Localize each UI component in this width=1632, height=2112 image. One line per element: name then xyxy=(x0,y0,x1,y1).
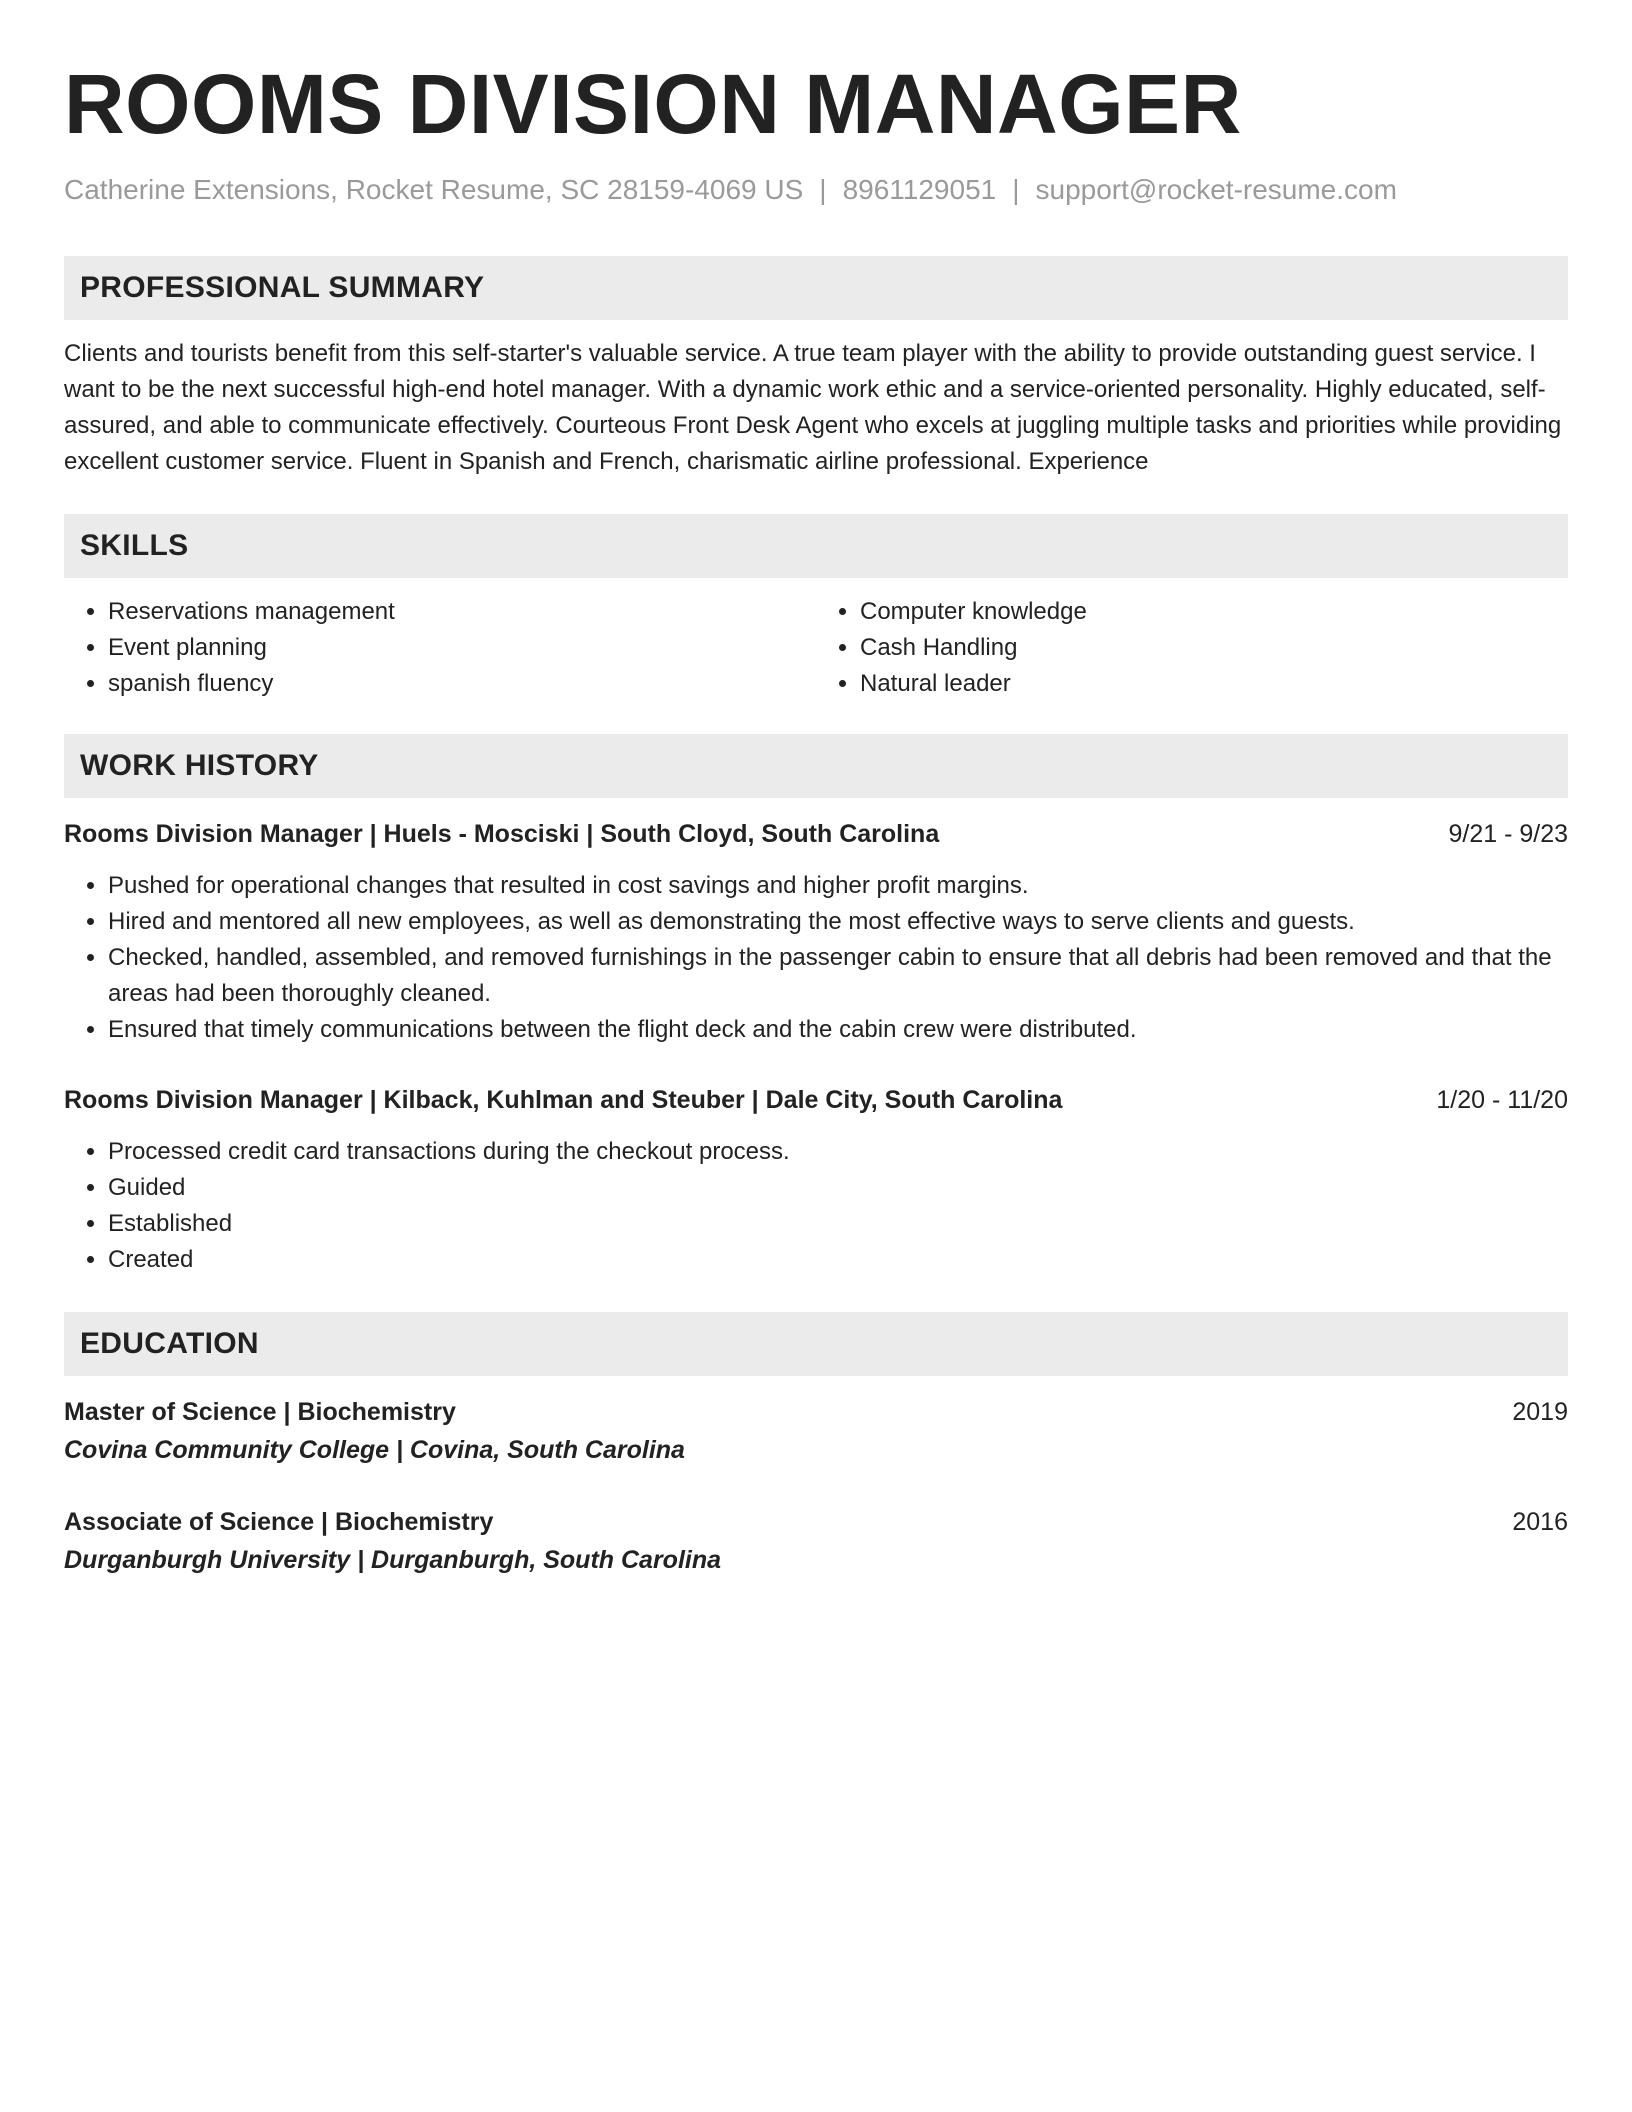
skills-column-left xyxy=(64,594,816,702)
contact-phone: 8961129051 xyxy=(842,174,997,205)
job-bullet: • Hired and mentored all new employees, as well as demonstrating the most effective ways to serve clients and guests. xyxy=(108,904,1568,940)
skill-item: • Event planning xyxy=(108,630,816,666)
job-bullet: • Ensured that timely communications between the flight deck and the cabin crew were distributed. xyxy=(108,1012,1568,1048)
job-bullet: • Processed credit card transactions during the checkout process. xyxy=(108,1134,1568,1170)
job-bullet: • Established xyxy=(108,1206,1568,1242)
education-heading: EDUCATION xyxy=(64,1312,1568,1376)
summary-text: Clients and tourists benefit from this self-starter's valuable service. A true team player with the ability to provide outstanding guest service. I want to be the next successful high-end hotel manager. With a dynamic work ethic and a service-oriented personality. Highly educated, self-assured, and able to communicate effectively. Courteous Front Desk Agent who excels at juggling multiple tasks and priorities while providing excellent customer service. Fluent in Spanish and French, charismatic airline professional. Experience xyxy=(64,340,1562,475)
resume-title: ROOMS DIVISION MANAGER xyxy=(64,57,1242,151)
skill-item: • Natural leader xyxy=(860,666,1568,702)
education-entry xyxy=(64,1394,1568,1470)
job-title: Rooms Division Manager | Kilback, Kuhlman and Steuber | Dale City, South Carolina xyxy=(64,1086,1063,1114)
skills-column-right xyxy=(816,594,1568,702)
job-dates: 1/20 - 11/20 xyxy=(1436,1086,1568,1114)
contact-separator: | xyxy=(1012,174,1020,205)
skill-item: • spanish fluency xyxy=(108,666,816,702)
contact-line xyxy=(64,172,1568,208)
skills-list xyxy=(64,594,1568,702)
education-school: Covina Community College | Covina, South Carolina xyxy=(64,1436,685,1464)
job-bullet: • Guided xyxy=(108,1170,1568,1206)
job-bullets xyxy=(64,1134,1568,1278)
education-year: 2019 xyxy=(1512,1398,1568,1426)
job-entry xyxy=(64,1082,1568,1278)
education-degree: Master of Science | Biochemistry xyxy=(64,1398,456,1426)
education-entry xyxy=(64,1504,1568,1580)
contact-address: Catherine Extensions, Rocket Resume, SC 28159-4069 US xyxy=(64,174,804,205)
job-bullet: • Checked, handled, assembled, and removed furnishings in the passenger cabin to ensure that all debris had been removed and that the areas had been thoroughly cleaned. xyxy=(108,940,1568,1012)
skill-item: • Cash Handling xyxy=(860,630,1568,666)
education-year: 2016 xyxy=(1512,1508,1568,1536)
education-degree: Associate of Science | Biochemistry xyxy=(64,1508,494,1536)
summary-heading: PROFESSIONAL SUMMARY xyxy=(64,256,1568,320)
job-bullets xyxy=(64,868,1568,1048)
work-history-heading: WORK HISTORY xyxy=(64,734,1568,798)
education-school: Durganburgh University | Durganburgh, South Carolina xyxy=(64,1546,722,1574)
contact-email: support@rocket-resume.com xyxy=(1035,174,1397,205)
skill-item: • Reservations management xyxy=(108,594,816,630)
job-dates: 9/21 - 9/23 xyxy=(1448,820,1568,848)
job-bullet: • Created xyxy=(108,1242,1568,1278)
skills-heading: SKILLS xyxy=(64,514,1568,578)
job-entry xyxy=(64,816,1568,1048)
job-title: Rooms Division Manager | Huels - Mosciski | South Cloyd, South Carolina xyxy=(64,820,940,848)
contact-separator: | xyxy=(819,174,827,205)
skill-item: • Computer knowledge xyxy=(860,594,1568,630)
job-bullet: • Pushed for operational changes that resulted in cost savings and higher profit margins. xyxy=(108,868,1568,904)
